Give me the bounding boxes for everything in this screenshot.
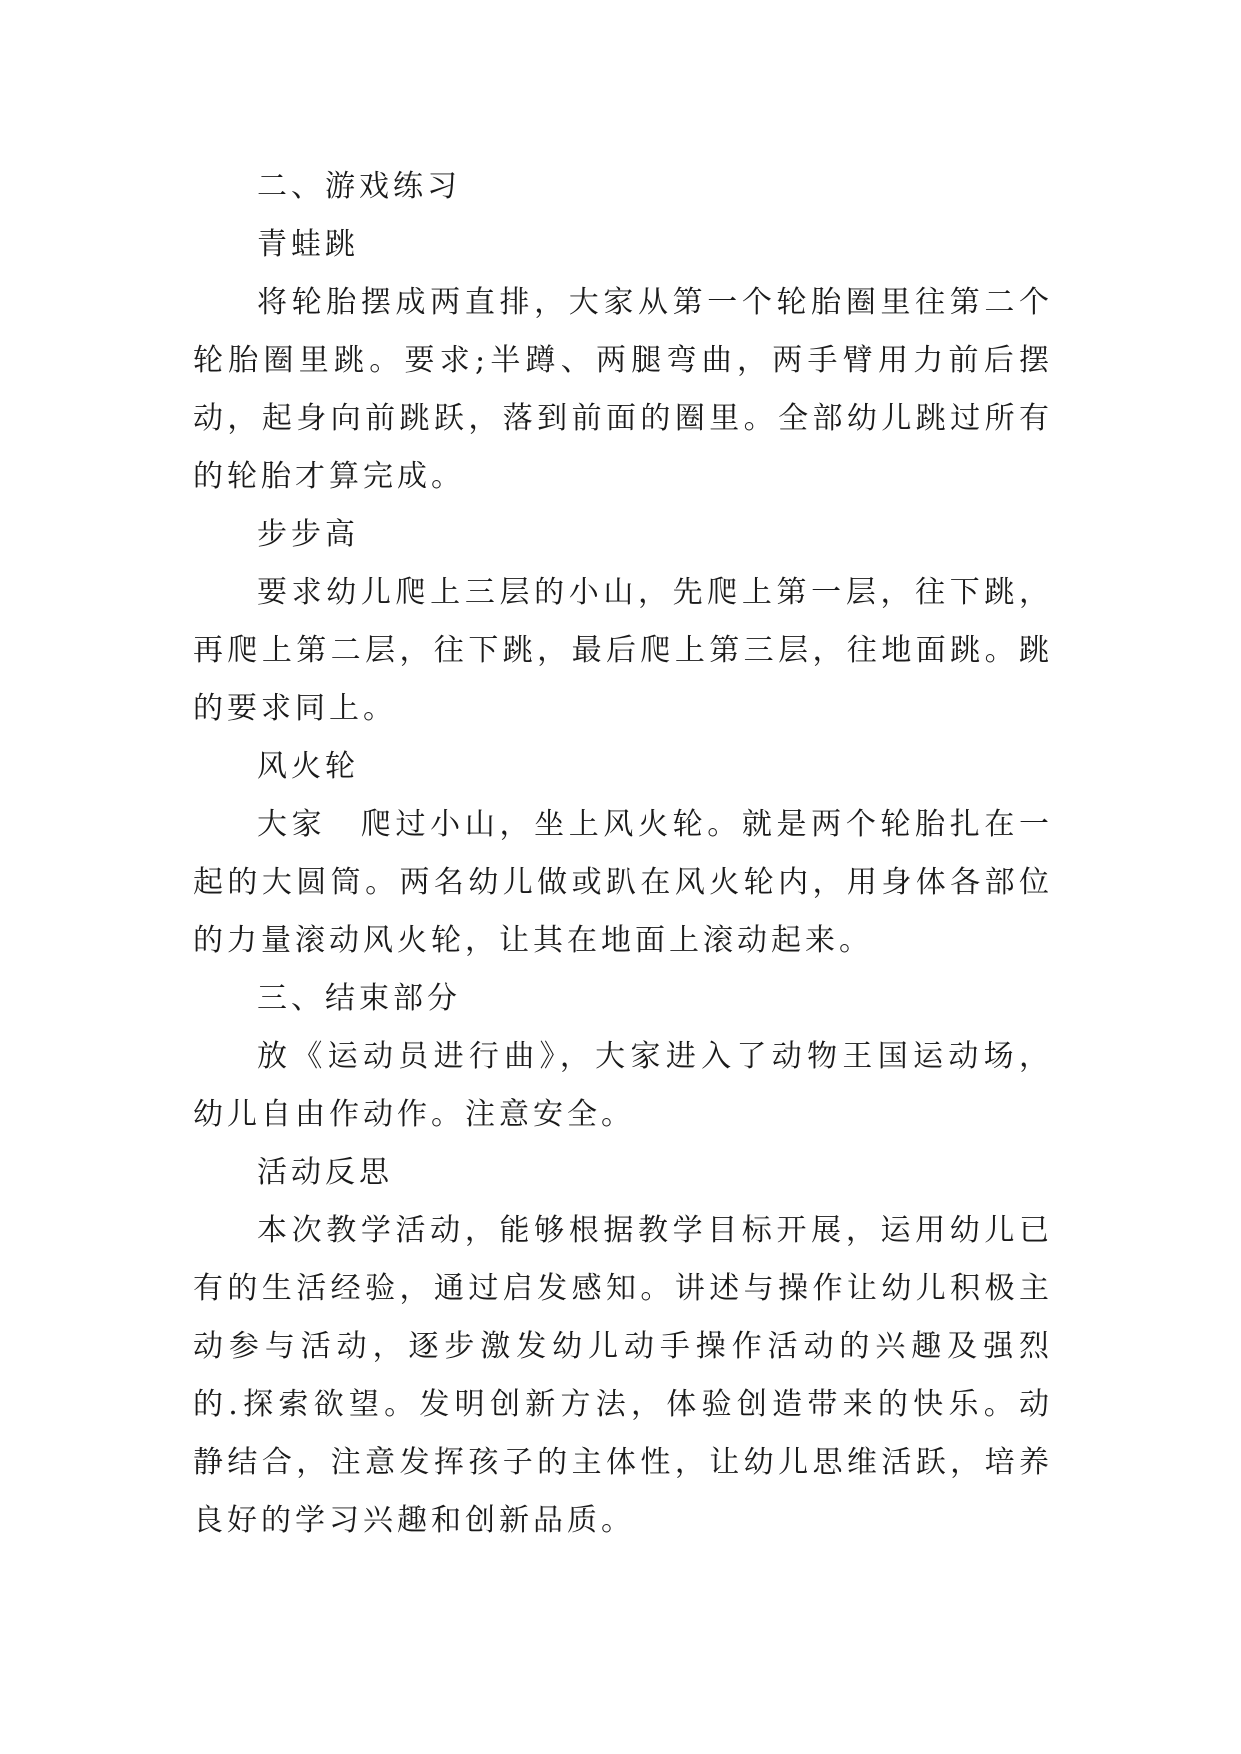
paragraph-frog-jump: 将轮胎摆成两直排，大家从第一个轮胎圈里往第二个轮胎圈里跳。要求;半蹲、两腿弯曲，两手臂用力前后摆动，起身向前跳跃，落到前面的圈里。全部幼儿跳过所有的轮胎才算完成。 [193,285,1053,494]
paragraph-ending: 放《运动员进行曲》，大家进入了动物王国运动场，幼儿自由作动作。注意安全。 [193,1039,1053,1132]
subheading-frog-jump: 青蛙跳 [257,227,359,262]
subheading-step-by-step: 步步高 [257,517,359,552]
subheading-reflection: 活动反思 [257,1155,393,1190]
paragraph-step-by-step: 要求幼儿爬上三层的小山，先爬上第一层，往下跳，再爬上第二层，往下跳，最后爬上第三层，往地面跳。跳的要求同上。 [193,575,1053,726]
paragraph-reflection: 本次教学活动，能够根据教学目标开展，运用幼儿已有的生活经验，通过启发感知。讲述与操作让幼儿积极主动参与活动，逐步激发幼儿动手操作活动的兴趣及强烈的.探索欲望。发明创新方法，体验创造带来的快乐。动静结合，注意发挥孩子的主体性，让幼儿思维活跃，培养良好的学习兴趣和创新品质。 [193,1213,1053,1538]
section-heading-game-practice: 二、游戏练习 [257,169,461,204]
document-body [193,158,1053,1550]
section-heading-ending: 三、结束部分 [257,981,461,1016]
subheading-wind-fire-wheel: 风火轮 [257,749,359,784]
paragraph-wind-fire-wheel: 大家 爬过小山，坐上风火轮。就是两个轮胎扎在一起的大圆筒。两名幼儿做或趴在风火轮内，用身体各部位的力量滚动风火轮，让其在地面上滚动起来。 [193,807,1053,958]
